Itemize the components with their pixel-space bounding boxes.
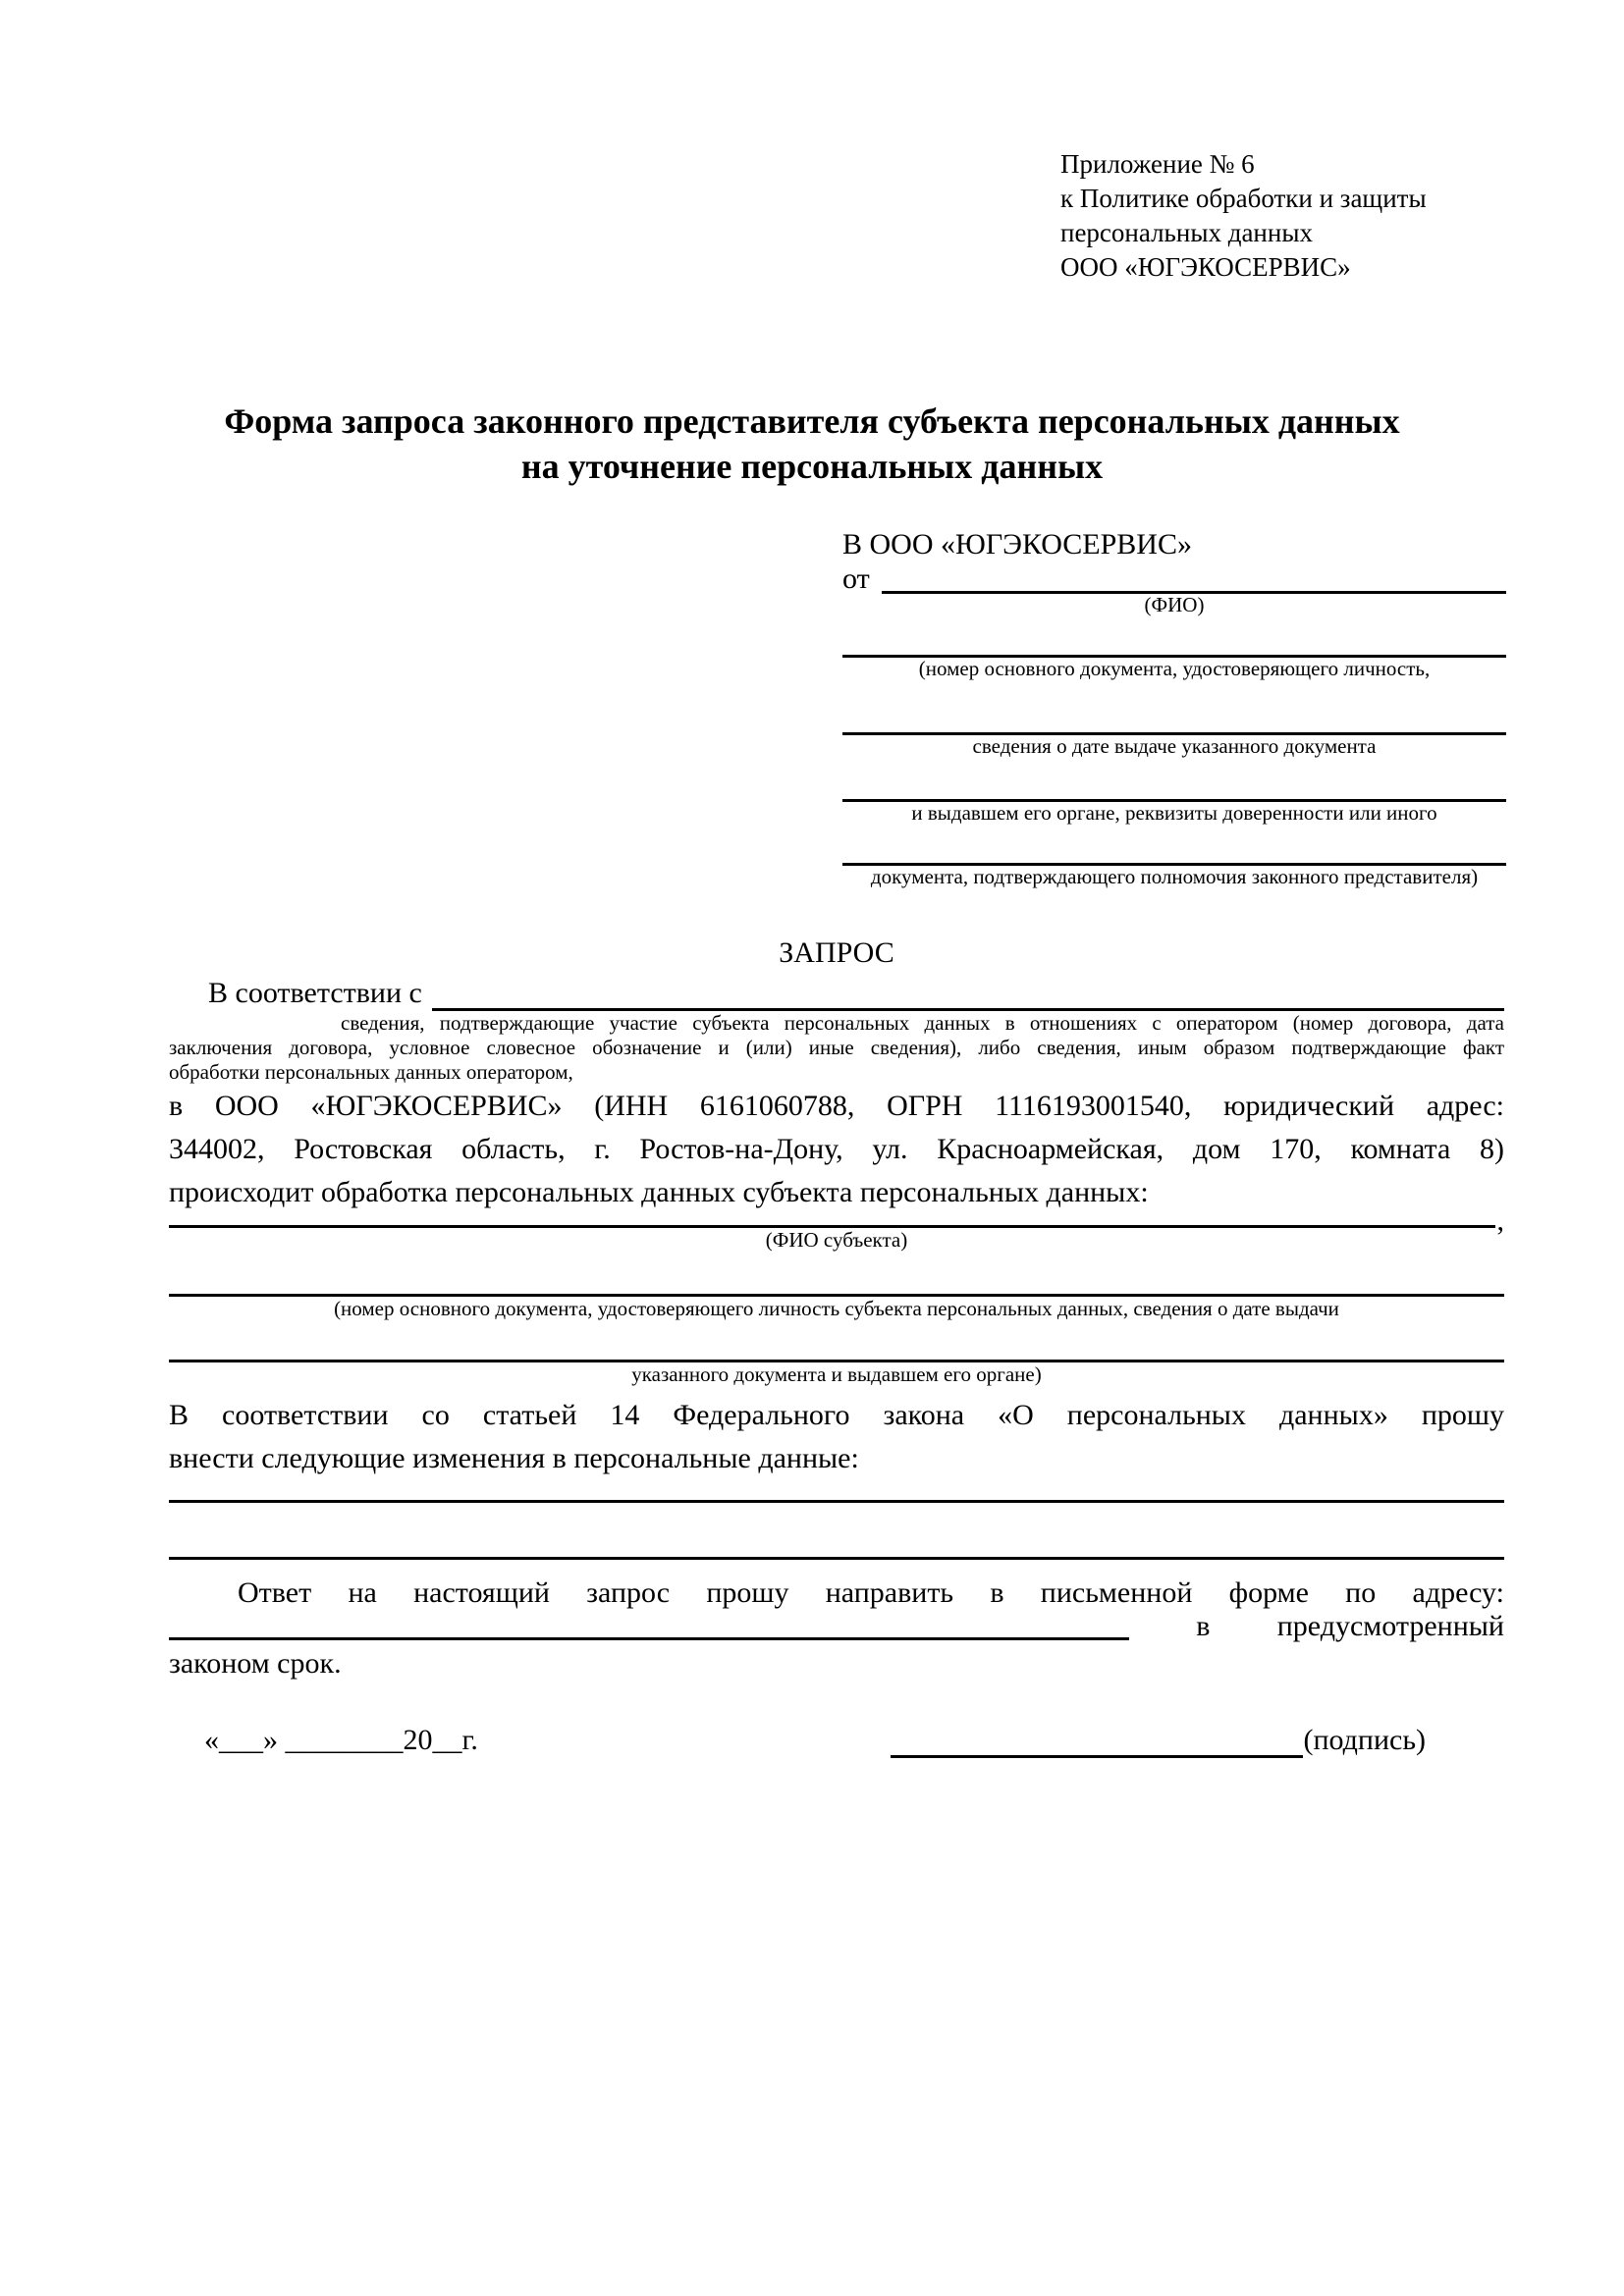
blank-line-changes-2 bbox=[169, 1503, 1504, 1560]
date-signature-row bbox=[169, 1723, 1504, 1758]
blank-line-suffix: , bbox=[1496, 1204, 1504, 1237]
article-paragraph bbox=[169, 1394, 1504, 1480]
blank-line-authority-document bbox=[842, 824, 1506, 866]
field-caption-fio: (ФИО) bbox=[1144, 593, 1205, 616]
field-caption-subject-issuer: указанного документа и выдавшем его органе) bbox=[631, 1362, 1042, 1386]
accordance-row bbox=[169, 976, 1504, 1011]
form-title-line-1: Форма запроса законного представителя субъекта персональных данных bbox=[224, 401, 1400, 441]
blank-line-subject-document bbox=[169, 1252, 1504, 1297]
footnote-paragraph bbox=[169, 1011, 1504, 1085]
addressee-block bbox=[842, 525, 1506, 887]
from-row bbox=[842, 564, 1506, 594]
date-blank: «___» ________20__г. bbox=[204, 1724, 478, 1756]
blank-line-issue-date bbox=[842, 679, 1506, 735]
reply-line: Ответ на настоящий запрос прошу направить в письменной форме по адресу: bbox=[238, 1576, 1504, 1609]
addressee-organization: В ООО «ЮГЭКОСЕРВИС» bbox=[842, 528, 1192, 561]
field-caption: сведения о дате выдаче указанного документа bbox=[972, 734, 1377, 758]
field-caption: документа, подтверждающего полномочия законного представителя) bbox=[870, 865, 1479, 888]
subject-fio-blank-row bbox=[169, 1204, 1504, 1237]
reply-line: законом срок. bbox=[169, 1647, 342, 1680]
operator-line: 344002, Ростовская область, г. Ростов-на-Дону, ул. Красноармейская, дом 170, комната 8) bbox=[169, 1133, 1504, 1165]
appendix-note-line: Приложение № 6 bbox=[1060, 149, 1255, 179]
appendix-note bbox=[1060, 147, 1427, 285]
reply-word: в bbox=[1196, 1610, 1211, 1642]
blank-line-subject-issuer bbox=[169, 1320, 1504, 1362]
field-caption: и выдавшем его органе, реквизиты доверенности или иного bbox=[911, 801, 1437, 825]
reply-address-row bbox=[169, 1610, 1504, 1642]
signature-blank-line bbox=[891, 1726, 1303, 1758]
blank-line-accordance bbox=[432, 976, 1504, 1011]
form-title bbox=[144, 399, 1480, 489]
blank-line-fio bbox=[882, 564, 1506, 594]
signature-group bbox=[891, 1723, 1426, 1758]
footnote-line: обработки персональных данных оператором, bbox=[169, 1060, 573, 1084]
signature-caption: (подпись) bbox=[1303, 1724, 1426, 1756]
field-caption-subject-document: (номер основного документа, удостоверяющего личность субъекта персональных данных, сведения о дате выдачи bbox=[334, 1297, 1339, 1320]
article-line: В соответствии со статьей 14 Федерального закона «О персональных данных» прошу bbox=[169, 1399, 1504, 1431]
appendix-note-line: ООО «ЮГЭКОСЕРВИС» bbox=[1060, 252, 1351, 282]
field-caption-subject-fio: (ФИО субъекта) bbox=[765, 1228, 908, 1252]
from-label: от bbox=[842, 562, 870, 595]
reply-paragraph bbox=[169, 1574, 1504, 1683]
form-title-line-2: на уточнение персональных данных bbox=[520, 447, 1104, 486]
blank-line-issuer bbox=[842, 757, 1506, 802]
appendix-note-line: персональных данных bbox=[1060, 218, 1313, 247]
blank-line-reply-address bbox=[169, 1613, 1129, 1640]
article-line: внести следующие изменения в персональные данные: bbox=[169, 1442, 859, 1474]
operator-line: в ООО «ЮГЭКОСЕРВИС» (ИНН 6161060788, ОГРН 1116193001540, юридический адрес: bbox=[169, 1090, 1504, 1122]
request-heading: ЗАПРОС bbox=[779, 936, 894, 969]
operator-paragraph bbox=[169, 1085, 1504, 1214]
blank-line-document bbox=[842, 615, 1506, 658]
blank-line-changes-1 bbox=[169, 1480, 1504, 1503]
blank-line-subject-fio bbox=[169, 1211, 1495, 1228]
reply-word: предусмотренный bbox=[1276, 1610, 1504, 1642]
footnote-line: заключения договора, условное словесное обозначение и (или) иные сведения), либо сведения, иным образом подтверждающие факт bbox=[169, 1036, 1504, 1059]
field-caption: (номер основного документа, удостоверяющего личность, bbox=[918, 657, 1431, 680]
appendix-note-line: к Политике обработки и защиты bbox=[1060, 184, 1427, 213]
accordance-lead: В соответствии с bbox=[208, 977, 422, 1009]
footnote-line: сведения, подтверждающие участие субъекта персональных данных в отношениях с оператором (номер договора, дата bbox=[341, 1011, 1504, 1035]
request-body bbox=[169, 931, 1504, 1758]
operator-line: происходит обработка персональных данных субъекта персональных данных: bbox=[169, 1176, 1149, 1208]
